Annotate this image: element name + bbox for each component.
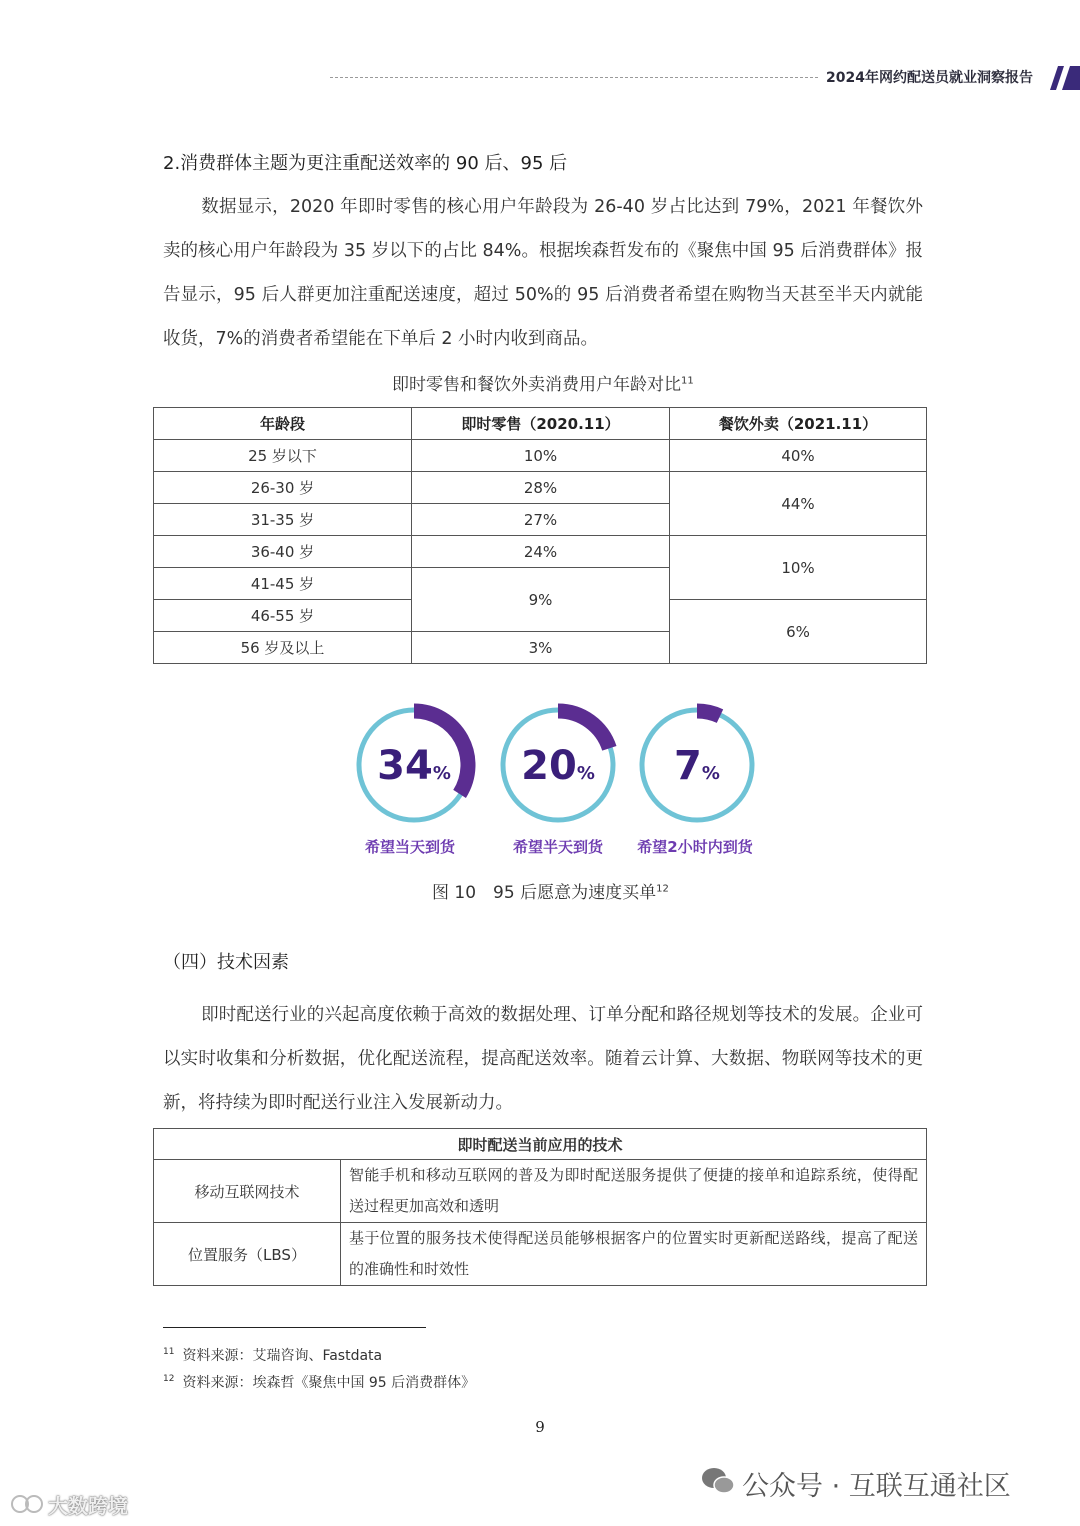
header-dashed-line: [330, 77, 818, 78]
section-heading: 2.消费群体主题为更注重配送效率的 90 后、95 后: [163, 153, 568, 174]
retail-cell: 3%: [412, 632, 670, 664]
body-paragraph: 即时配送行业的兴起高度依赖于高效的数据处理、订单分配和路径规划等技术的发展。企业可以实时收集和分析数据，优化配送流程，提高配送效率。随着云计算、大数据、物联网等技术的更新，将持续为即时配送行业注入发展新动力。: [163, 1005, 923, 1113]
page-number: 9: [535, 1418, 545, 1436]
report-title: 2024年网约配送员就业洞察报告: [826, 70, 1033, 86]
takeout-cell: 40%: [670, 440, 927, 472]
age-group-cell: 25 岁以下: [154, 440, 412, 472]
column-header: 年龄段: [154, 408, 412, 440]
body-paragraph: 数据显示，2020 年即时零售的核心用户年龄段为 26-40 岁占比达到 79%，2021 年餐饮外卖的核心用户年龄段为 35 岁以下的占比 84%。根据埃森哲发布的《聚焦中国 95 后消费群体》报告显示，95 后人群更加注重配送速度，超过 50%的 95 后消费者希望在购物当天甚至半天内就能收货，7%的消费者希望能在下单后 2 小时内收到商品。: [163, 197, 923, 349]
takeout-cell: 6%: [670, 600, 927, 664]
table-caption: 即时零售和餐饮外卖消费用户年龄对比$^{11}$: [392, 375, 694, 395]
tech-desc-cell: 基于位置的服务技术使得配送员能够根据客户的位置实时更新配送路线，提高了配送的准确性和时效性: [341, 1223, 927, 1286]
age-comparison-table: [153, 407, 927, 664]
takeout-cell: 44%: [670, 472, 927, 536]
wechat-icon: [700, 1466, 736, 1496]
ring-percentage: 34%: [377, 743, 451, 789]
retail-cell: 10%: [412, 440, 670, 472]
retail-cell: 27%: [412, 504, 670, 536]
retail-cell: 28%: [412, 472, 670, 504]
age-group-cell: 56 岁及以上: [154, 632, 412, 664]
age-group-cell: 26-30 岁: [154, 472, 412, 504]
tech-name-cell: 移动互联网技术: [154, 1160, 341, 1223]
ring-percentage: 7%: [674, 743, 720, 789]
tech-name-cell: 位置服务（LBS）: [154, 1223, 341, 1286]
ring-value-arc: [697, 711, 720, 716]
footnote: $^{12}$ 资料来源：埃森哲《聚焦中国 95 后消费群体》: [163, 1374, 476, 1391]
figure-caption: 图 10 95 后愿意为速度买单$^{12}$: [432, 883, 669, 903]
ring-label: 希望当天到货: [364, 838, 455, 856]
footnote-divider: [163, 1327, 426, 1328]
technology-table: [153, 1128, 927, 1286]
age-group-cell: 46-55 岁: [154, 600, 412, 632]
watermark-brand: 大数跨境: [48, 1494, 128, 1518]
tech-desc-cell: 智能手机和移动互联网的普及为即时配送服务提供了便捷的接单和追踪系统，使得配送过程更加高效和透明: [341, 1160, 927, 1223]
ring-percentage: 20%: [521, 743, 595, 789]
age-group-cell: 41-45 岁: [154, 568, 412, 600]
retail-cell: 24%: [412, 536, 670, 568]
ring-label: 希望2小时内到货: [637, 838, 753, 856]
header-slash-icon: [1050, 66, 1080, 90]
column-header: 餐饮外卖（2021.11）: [670, 408, 927, 440]
table-title: 即时配送当前应用的技术: [154, 1129, 927, 1160]
footnote: $^{11}$ 资料来源：艾瑞咨询、Fastdata: [163, 1347, 383, 1364]
retail-cell: 9%: [412, 568, 670, 632]
ring-label: 希望半天到货: [512, 838, 603, 856]
brand-logo-icon: [10, 1492, 46, 1516]
watermark-wechat: 公众号 · 互联互通社区: [742, 1471, 1011, 1502]
takeout-cell: 10%: [670, 536, 927, 600]
age-group-cell: 36-40 岁: [154, 536, 412, 568]
age-group-cell: 31-35 岁: [154, 504, 412, 536]
speed-preference-rings: [340, 695, 770, 835]
section-heading: （四）技术因素: [163, 952, 289, 973]
column-header: 即时零售（2020.11）: [412, 408, 670, 440]
